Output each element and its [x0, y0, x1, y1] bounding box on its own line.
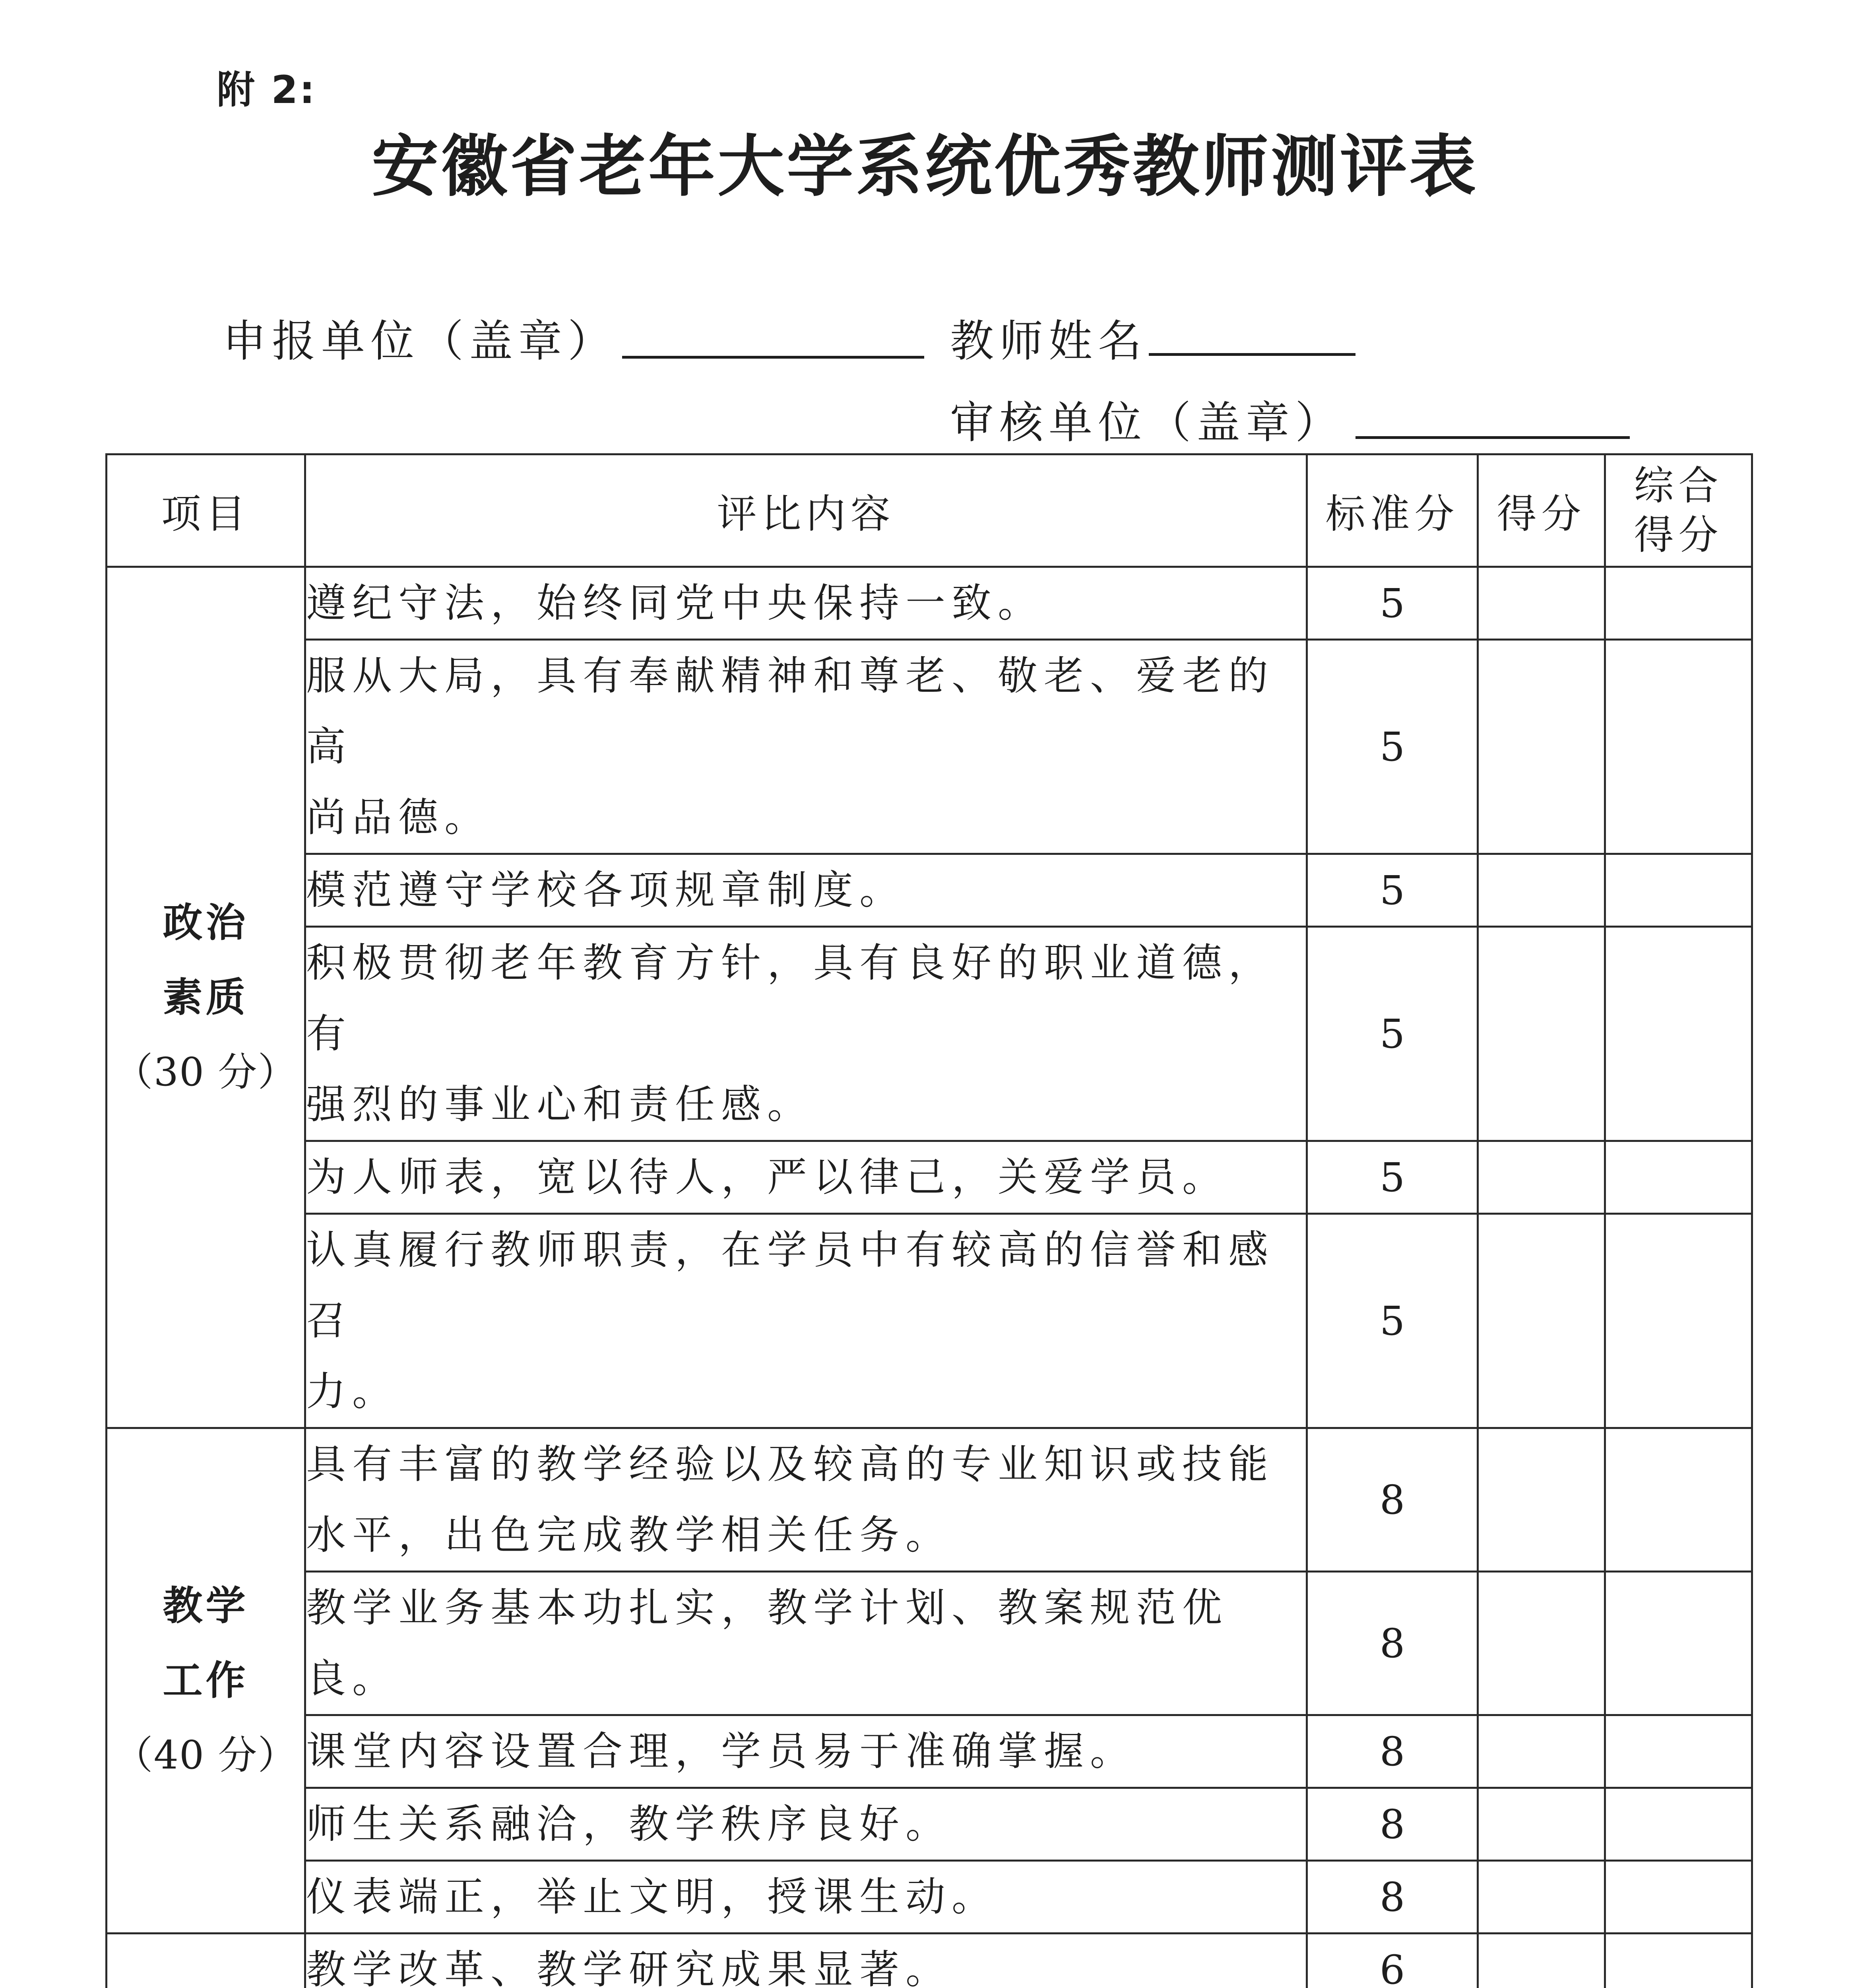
teacher-name-label: 教师姓名: [950, 316, 1147, 367]
category-points: （40 分）: [114, 1733, 298, 1778]
table-row: [107, 1934, 1752, 1988]
header-standard: 标准分: [1307, 454, 1478, 567]
header-score: 得分: [1478, 454, 1605, 567]
table-row: [107, 640, 1752, 854]
review-unit-blank[interactable]: [1356, 436, 1630, 439]
standard-score: 8: [1307, 1428, 1478, 1572]
criterion-text: 积极贯彻老年教育方针，具有良好的职业道德，有 强烈的事业心和责任感。: [305, 927, 1307, 1141]
standard-score: 5: [1307, 567, 1478, 640]
criterion-text: 认真履行教师职责，在学员中有较高的信誉和感召 力。: [305, 1214, 1307, 1428]
combined-score-cell[interactable]: [1605, 1788, 1752, 1861]
header-combined: [1605, 454, 1752, 567]
applicant-unit-blank[interactable]: [622, 356, 924, 359]
table-row: [107, 1572, 1752, 1715]
standard-score: 5: [1307, 927, 1478, 1141]
score-cell[interactable]: [1478, 1788, 1605, 1861]
standard-score: 8: [1307, 1715, 1478, 1788]
table-row: [107, 927, 1752, 1141]
criterion-text: 教学改革、教学研究成果显著。: [305, 1934, 1307, 1988]
combined-score-cell[interactable]: [1605, 927, 1752, 1141]
table-row: [107, 1715, 1752, 1788]
combined-score-cell[interactable]: [1605, 1141, 1752, 1214]
category-cell: [107, 567, 305, 1428]
table-row: [107, 1141, 1752, 1214]
header-item: 项目: [107, 454, 305, 567]
category-cell: [107, 1934, 305, 1988]
form-title: 安徽省老年大学系统优秀教师测评表: [372, 128, 1478, 206]
evaluation-table: [105, 453, 1753, 1988]
table-row: [107, 1428, 1752, 1572]
combined-score-cell[interactable]: [1605, 1428, 1752, 1572]
review-unit-label: 审核单位（盖章）: [950, 397, 1344, 448]
category-cell: [107, 1428, 305, 1934]
combined-score-cell[interactable]: [1605, 640, 1752, 854]
score-cell[interactable]: [1478, 1428, 1605, 1572]
table-row: [107, 567, 1752, 640]
standard-score: 5: [1307, 640, 1478, 854]
score-cell[interactable]: [1478, 854, 1605, 927]
category-points: （30 分）: [114, 1049, 298, 1095]
combined-score-cell[interactable]: [1605, 1572, 1752, 1715]
criterion-text: 教学业务基本功扎实，教学计划、教案规范优良。: [305, 1572, 1307, 1715]
combined-score-cell[interactable]: [1605, 854, 1752, 927]
criterion-text: 具有丰富的教学经验以及较高的专业知识或技能 水平，出色完成教学相关任务。: [305, 1428, 1307, 1572]
criterion-text: 仪表端正，举止文明，授课生动。: [305, 1861, 1307, 1934]
criterion-text: 服从大局，具有奉献精神和尊老、敬老、爱老的高 尚品德。: [305, 640, 1307, 854]
combined-score-cell[interactable]: [1605, 1861, 1752, 1934]
criterion-text: 遵纪守法，始终同党中央保持一致。: [305, 567, 1307, 640]
standard-score: 8: [1307, 1572, 1478, 1715]
combined-score-cell[interactable]: [1605, 567, 1752, 640]
table-header-row: [107, 454, 1752, 567]
category-name-line1: 教学: [163, 1582, 249, 1629]
table-row: [107, 1788, 1752, 1861]
combined-score-cell[interactable]: [1605, 1934, 1752, 1988]
attachment-label: 附 2:: [217, 68, 316, 112]
teacher-name-blank[interactable]: [1149, 353, 1356, 356]
score-cell[interactable]: [1478, 1572, 1605, 1715]
table-row: [107, 1214, 1752, 1428]
standard-score: 8: [1307, 1861, 1478, 1934]
standard-score: 6: [1307, 1934, 1478, 1988]
score-cell[interactable]: [1478, 640, 1605, 854]
standard-score: 8: [1307, 1788, 1478, 1861]
criterion-text: 为人师表，宽以待人，严以律己，关爱学员。: [305, 1141, 1307, 1214]
header-content: 评比内容: [305, 454, 1307, 567]
table-row: [107, 854, 1752, 927]
score-cell[interactable]: [1478, 1214, 1605, 1428]
combined-score-cell[interactable]: [1605, 1715, 1752, 1788]
score-cell[interactable]: [1478, 567, 1605, 640]
criterion-text: 课堂内容设置合理，学员易于准确掌握。: [305, 1715, 1307, 1788]
header-combined-line2: 得分: [1634, 512, 1723, 558]
score-cell[interactable]: [1478, 1861, 1605, 1934]
criterion-text: 师生关系融洽，教学秩序良好。: [305, 1788, 1307, 1861]
score-cell[interactable]: [1478, 1715, 1605, 1788]
score-cell[interactable]: [1478, 927, 1605, 1141]
applicant-unit-label: 申报单位（盖章）: [223, 316, 617, 367]
standard-score: 5: [1307, 1214, 1478, 1428]
standard-score: 5: [1307, 1141, 1478, 1214]
category-name-line1: 政治: [163, 899, 249, 946]
combined-score-cell[interactable]: [1605, 1214, 1752, 1428]
table-row: [107, 1861, 1752, 1934]
score-cell[interactable]: [1478, 1141, 1605, 1214]
score-cell[interactable]: [1478, 1934, 1605, 1988]
standard-score: 5: [1307, 854, 1478, 927]
criterion-text: 模范遵守学校各项规章制度。: [305, 854, 1307, 927]
category-name-line2: 素质: [163, 974, 249, 1021]
category-name-line2: 工作: [163, 1657, 249, 1704]
header-combined-line1: 综合: [1634, 462, 1723, 509]
